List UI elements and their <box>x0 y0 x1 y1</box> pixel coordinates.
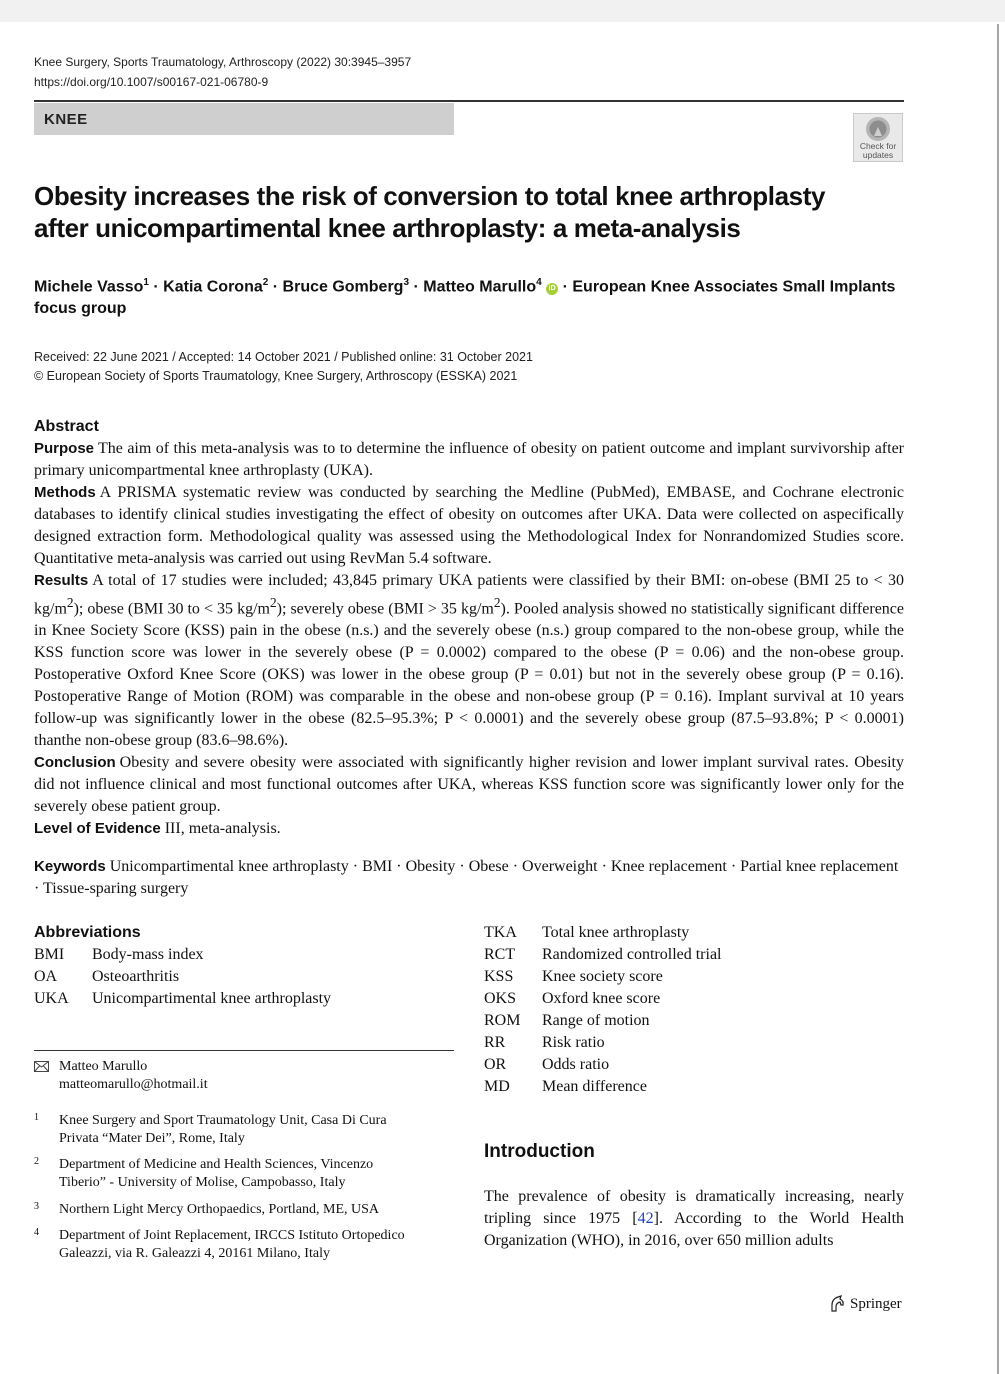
author-name[interactable]: Michele Vasso <box>34 278 144 296</box>
abbreviation-definition: Body-mass index <box>92 946 204 963</box>
header-rule <box>34 100 904 102</box>
author-name[interactable]: Katia Corona <box>163 278 263 296</box>
superscript: 2 <box>66 595 74 610</box>
affiliation-number: 1 <box>34 1112 39 1123</box>
envelope-icon <box>34 1061 49 1072</box>
author-affiliation-mark: 3 <box>403 277 410 288</box>
abbreviation-definition: Range of motion <box>542 1012 650 1029</box>
article-dates <box>34 348 533 386</box>
abbreviation: KSS <box>484 968 514 985</box>
check-updates-icon <box>865 116 891 142</box>
abbreviation: RCT <box>484 946 516 963</box>
results-text-1: A total of 17 studies were included; 43,845 primary UKA patients were classified by their BMI: on-obese (BMI 25 to < 30 kg/m <box>34 572 904 618</box>
author-name[interactable]: Bruce Gomberg <box>282 278 404 296</box>
publisher-logo <box>828 1294 902 1314</box>
abbreviation-definition: Odds ratio <box>542 1056 610 1073</box>
check-updates-line1: Check for <box>859 141 897 151</box>
methods-text: A PRISMA systematic review was conducted by searching the Medline (PubMed), EMBASE, and Cochrane electronic databases to identify clinical studies investigating the effect of obesity on outcomes after UKA. Data were collected on aspecifically designed extraction form. Methodological quality was assessed using the Methodological Index for Nonrandomized Studies score. Quantitative meta-analysis was carried out using RevMan 5.4 software. <box>34 484 904 567</box>
keywords-label: Keywords <box>34 858 106 875</box>
affiliation <box>34 1112 454 1148</box>
author-group: · European Knee Associates Small Implants focus group <box>34 278 896 318</box>
keywords-text: Unicompartimental knee arthroplasty · BMI · Obesity · Obese · Overweight · Knee replacement · Partial knee replacement · Tissue-sparing surgery <box>34 858 899 897</box>
abbreviation-definition: Knee society score <box>542 968 663 985</box>
abbreviation-row <box>484 922 722 944</box>
introduction-heading: Introduction <box>484 1141 595 1162</box>
abbreviation-row <box>484 944 722 966</box>
superscript: 2 <box>269 595 277 610</box>
results-text-4: ). Pooled analysis showed no statistically significant difference in Knee Society Score (KSS) pain in the obese (n.s.) and the severely obese (n.s.) group compared to the non-obese group, while the KSS function score was lower in the severely obese (P = 0.0002) compared to the obese (P = 0.06) and the non-obese group. Postoperative Oxford Knee Score (OKS) was lower in the obese group (P = 0.01) but not in the severely obese group (P = 0.16). Postoperative Range of Motion (ROM) was comparable in the obese and non-obese group (P = 0.16). Implant survival at 10 years follow-up was significantly lower in the obese (82.5–95.3%; P < 0.0001) and the severely obese group (87.5–93.8%; P < 0.0001) thanthe non-obese group (83.6–98.6%). <box>34 600 904 750</box>
abbreviation-definition: Randomized controlled trial <box>542 946 722 963</box>
abstract-purpose <box>34 438 904 482</box>
affiliation-number: 3 <box>34 1201 39 1212</box>
abbreviation-row <box>484 1032 722 1054</box>
title-line-1: Obesity increases the risk of conversion to total knee arthroplasty <box>34 181 826 211</box>
methods-label: Methods <box>34 484 96 501</box>
conclusion-text: Obesity and severe obesity were associated with significantly higher revision and lower implant survival rates. Obesity did not influence clinical and most functional outcomes after UKA, whereas KSS function score was significantly lower only for the severely obese patient group. <box>34 754 904 816</box>
abstract-results <box>34 570 904 752</box>
introduction-paragraph <box>484 1186 904 1252</box>
abstract-heading: Abstract <box>34 418 99 435</box>
citation-link[interactable]: 42 <box>637 1210 654 1227</box>
affiliation-number: 2 <box>34 1156 39 1167</box>
viewer-top-bar <box>0 0 1005 22</box>
abbreviation: OR <box>484 1056 507 1073</box>
affiliation <box>34 1156 454 1192</box>
abbreviation-definition: Risk ratio <box>542 1034 605 1051</box>
abbreviation-definition: Oxford knee score <box>542 990 661 1007</box>
section-label: KNEE <box>44 111 88 128</box>
abstract-methods <box>34 482 904 570</box>
superscript: 2 <box>493 595 501 610</box>
check-updates-line2: updates <box>862 150 894 160</box>
abbreviation-row <box>484 1054 722 1076</box>
introduction-text: The prevalence of obesity is dramatically increasing, nearly tripling since 1975 [ <box>484 1188 904 1227</box>
affiliation-line: Privata “Mater Dei”, Rome, Italy <box>59 1131 245 1146</box>
affiliation <box>34 1227 454 1263</box>
abbreviations-right <box>484 922 722 1098</box>
abbreviation-definition: Osteoarthritis <box>92 968 180 985</box>
results-text-2: ); obese (BMI 30 to < 35 kg/m <box>73 600 270 618</box>
abbreviation-row <box>34 944 331 966</box>
abbreviation: RR <box>484 1034 506 1051</box>
keywords <box>34 856 904 900</box>
author-affiliation-mark: 1 <box>143 277 149 288</box>
affiliation-line: Tiberio” - University of Molise, Campobasso, Italy <box>59 1175 346 1190</box>
affiliation <box>34 1201 454 1219</box>
abbreviation-row <box>34 988 331 1010</box>
author-list: Michele Vasso$^1$ · Katia Corona$^2$ · Bruce Gomberg$^3$ · Matteo Marullo$^4$ iD · European Knee Associates Small Implants focus group <box>34 277 896 318</box>
doi-link[interactable]: https://doi.org/10.1007/s00167-021-06780-9 <box>34 75 269 89</box>
results-text-3: ); severely obese (BMI > 35 kg/m <box>276 600 494 618</box>
abbreviation: MD <box>484 1078 510 1095</box>
author-affiliation-mark: 2 <box>262 277 269 288</box>
abbreviation-row <box>484 1076 722 1098</box>
vertical-scrollbar[interactable] <box>990 22 1005 1374</box>
abbreviation: TKA <box>484 924 517 941</box>
check-for-updates-button[interactable] <box>853 113 903 162</box>
affiliation-line: Galeazzi, via R. Galeazzi 4, 20161 Milano, Italy <box>59 1246 330 1261</box>
affiliation-line: Knee Surgery and Sport Traumatology Unit, Casa Di Cura <box>59 1113 387 1128</box>
abbreviation-row <box>34 966 331 988</box>
footnote-rule <box>34 1050 454 1051</box>
level-label: Level of Evidence <box>34 820 161 838</box>
author-affiliation-mark: 4 <box>536 277 542 288</box>
affiliation-line: Department of Joint Replacement, IRCCS Istituto Ortopedico <box>59 1228 405 1243</box>
abbreviation-definition: Total knee arthroplasty <box>542 924 690 941</box>
affiliation-line: Northern Light Mercy Orthopaedics, Portland, ME, USA <box>59 1202 379 1217</box>
article-title <box>34 180 914 244</box>
abbreviation: OKS <box>484 990 517 1007</box>
author-name[interactable]: Matteo Marullo <box>423 278 537 296</box>
abbreviation: ROM <box>484 1012 521 1029</box>
purpose-label: Purpose <box>34 440 95 457</box>
scrollbar-thumb[interactable] <box>997 24 999 1374</box>
abbreviations-left <box>34 944 331 1010</box>
abbreviation-row <box>484 988 722 1010</box>
abstract-level <box>34 818 904 840</box>
abbreviation-row <box>484 966 722 988</box>
section-bar <box>34 103 454 135</box>
abbreviation-row <box>484 1010 722 1032</box>
abbreviation: UKA <box>34 990 69 1007</box>
conclusion-label: Conclusion <box>34 754 116 772</box>
orcid-icon[interactable]: iD <box>546 283 558 295</box>
abbreviation-definition: Mean difference <box>542 1078 647 1095</box>
affiliation-number: 4 <box>34 1227 39 1238</box>
affiliation-line: Department of Medicine and Health Sciences, Vincenzo <box>59 1157 374 1172</box>
title-line-2: after unicompartimental knee arthroplasty: a meta-analysis <box>34 213 741 243</box>
purpose-text: The aim of this meta-analysis was to to determine the influence of obesity on patient outcome and implant survivorship after primary unicompartmental knee arthroplasty (UKA). <box>34 440 904 479</box>
correspondence-email[interactable]: matteomarullo@hotmail.it <box>59 1077 208 1092</box>
results-label: Results <box>34 572 89 589</box>
abstract-conclusion <box>34 752 904 818</box>
publisher-name: Springer <box>850 1296 902 1312</box>
abbreviations-heading: Abbreviations <box>34 924 141 941</box>
abbreviation: BMI <box>34 946 65 963</box>
copyright-line: © European Society of Sports Traumatology, Knee Surgery, Arthroscopy (ESSKA) 2021 <box>34 369 518 383</box>
introduction-text: ]. According to the World Health Organization (WHO), in 2016, over 650 million adults <box>484 1210 905 1249</box>
journal-citation: Knee Surgery, Sports Traumatology, Arthroscopy (2022) 30:3945–3957 <box>34 55 412 69</box>
correspondence-name: Matteo Marullo <box>59 1059 148 1074</box>
springer-horse-icon <box>828 1295 846 1313</box>
level-text: III, meta-analysis. <box>164 820 281 838</box>
abbreviation: OA <box>34 968 58 985</box>
abbreviation-definition: Unicompartimental knee arthroplasty <box>92 990 332 1007</box>
publication-history: Received: 22 June 2021 / Accepted: 14 October 2021 / Published online: 31 October 2021 <box>34 350 533 364</box>
abstract <box>34 416 904 840</box>
